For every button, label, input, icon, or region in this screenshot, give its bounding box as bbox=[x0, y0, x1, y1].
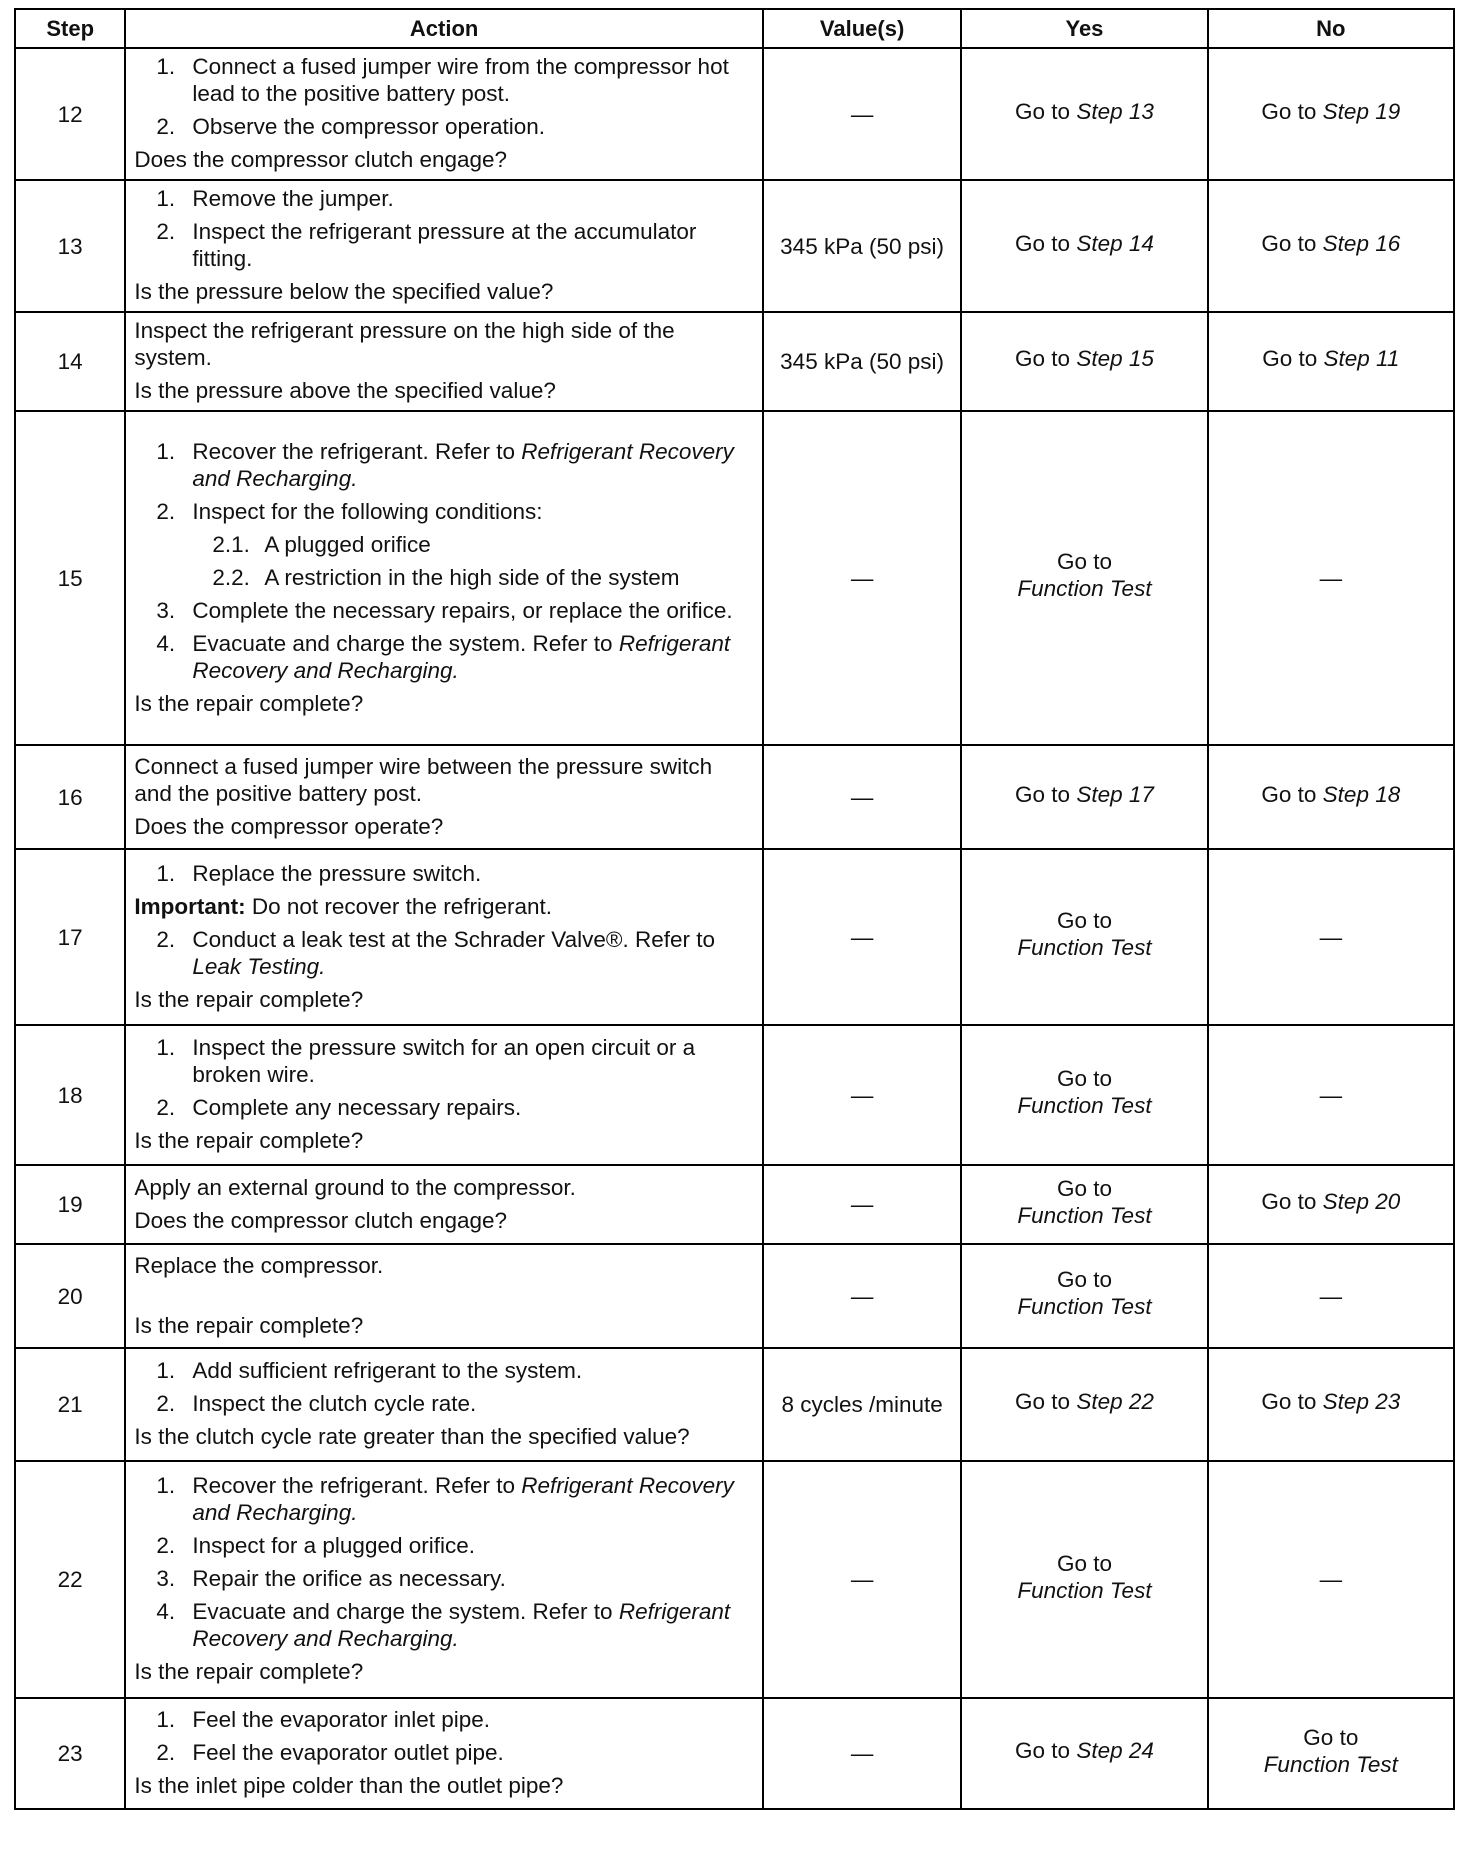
item-number: 2. bbox=[156, 114, 176, 139]
item-number: 2. bbox=[156, 1095, 176, 1120]
item-text: Evacuate and charge the system. Refer to bbox=[192, 630, 613, 656]
question: Is the repair complete? bbox=[134, 1659, 364, 1684]
item-number: 2. bbox=[156, 1740, 176, 1765]
action-cell: 1. Recover the refrigerant. Refer to Refrigerant Recovery and Recharging. 2. Inspect for the following conditions: 2.1. A plugged orifice 2.2. A restriction in the high side of the system 3. Complete the necessary repairs, or replace the orifice. 4. Evacuate and charge the system. Refer to Refrigerant Recovery and Recharging. Is the repair complete? bbox=[125, 411, 763, 745]
action-cell bbox=[125, 312, 763, 411]
action-cell bbox=[125, 1698, 763, 1809]
table-row bbox=[15, 1244, 1454, 1348]
header-no: No bbox=[1208, 9, 1454, 48]
item-text: Evacuate and charge the system. Refer to bbox=[192, 1599, 613, 1624]
action-text: Apply an external ground to the compressor. bbox=[134, 1174, 576, 1200]
question: Is the repair complete? bbox=[134, 1128, 364, 1153]
yes-cell: Go to Step 22 bbox=[961, 1348, 1207, 1461]
table-row bbox=[15, 1165, 1454, 1244]
no-cell: Go to Step 20 bbox=[1208, 1165, 1454, 1244]
subitem-text: A restriction in the high side of the system bbox=[264, 564, 680, 590]
question: Is the repair complete? bbox=[134, 986, 364, 1012]
table-row bbox=[15, 411, 1454, 745]
item-text: Observe the compressor operation. bbox=[192, 114, 546, 139]
item-number: 2. bbox=[156, 1391, 176, 1416]
item-text: Remove the jumper. bbox=[192, 186, 394, 211]
value-cell: — bbox=[763, 1698, 961, 1809]
no-cell: Go to Step 11 bbox=[1208, 312, 1454, 411]
question: Does the compressor operate? bbox=[134, 813, 444, 839]
question: Is the clutch cycle rate greater than the specified value? bbox=[134, 1424, 690, 1449]
value-cell: — bbox=[763, 745, 961, 849]
yes-cell: Go to Function Test bbox=[961, 1025, 1207, 1165]
table-row bbox=[15, 180, 1454, 312]
action-text: Inspect the refrigerant pressure on the high side of the system. bbox=[134, 318, 675, 370]
action-cell bbox=[125, 180, 763, 312]
table-row bbox=[15, 1348, 1454, 1461]
yes-cell: Go to Function Test bbox=[961, 411, 1207, 745]
action-cell: 1. Recover the refrigerant. Refer to Refrigerant Recovery and Recharging. 2. Inspect for a plugged orifice. 3. Repair the orifice as necessary. 4. Evacuate and charge the system. Refer to Refrigerant Recovery and Recharging. Is the repair complete? bbox=[125, 1461, 763, 1698]
yes-cell: Go to Step 24 bbox=[961, 1698, 1207, 1809]
item-text: Inspect the refrigerant pressure at the accumulator fitting. bbox=[192, 219, 697, 271]
table-row bbox=[15, 1461, 1454, 1698]
action-cell: 1. Replace the pressure switch. Important: Do not recover the refrigerant. 2. Conduct a leak test at the Schrader Valve®. Refer to Leak Testing. Is the repair complete? bbox=[125, 849, 763, 1025]
action-cell bbox=[125, 1348, 763, 1461]
step-number: 19 bbox=[15, 1165, 125, 1244]
question: Is the repair complete? bbox=[134, 1312, 364, 1338]
question: Is the repair complete? bbox=[134, 690, 364, 716]
diagnostic-table bbox=[14, 8, 1455, 1810]
yes-cell: Go to Function Test bbox=[961, 1165, 1207, 1244]
question: Does the compressor clutch engage? bbox=[134, 1207, 508, 1233]
value-cell: 8 cycles /minute bbox=[763, 1348, 961, 1461]
step-number: 20 bbox=[15, 1244, 125, 1348]
table-row bbox=[15, 48, 1454, 180]
item-text: Complete the necessary repairs, or replace the orifice. bbox=[192, 597, 733, 623]
action-cell bbox=[125, 1165, 763, 1244]
item-number: 1. bbox=[156, 1035, 176, 1060]
header-value: Value(s) bbox=[763, 9, 961, 48]
action-cell bbox=[125, 1244, 763, 1348]
table-row bbox=[15, 745, 1454, 849]
step-number: 13 bbox=[15, 180, 125, 312]
item-text: Inspect the pressure switch for an open circuit or a broken wire. bbox=[192, 1035, 696, 1087]
value-cell: — bbox=[763, 1461, 961, 1698]
value-cell: — bbox=[763, 1244, 961, 1348]
step-number: 22 bbox=[15, 1461, 125, 1698]
action-text: Connect a fused jumper wire between the pressure switch and the positive battery post. bbox=[134, 753, 713, 806]
reference-link: Refrigerant Recovery and Recharging. bbox=[192, 438, 734, 491]
no-cell: Go to Function Test bbox=[1208, 1698, 1454, 1809]
yes-cell: Go to Step 13 bbox=[961, 48, 1207, 180]
item-number: 1. bbox=[156, 1358, 176, 1383]
item-text: Feel the evaporator outlet pipe. bbox=[192, 1740, 504, 1765]
yes-cell: Go to Step 17 bbox=[961, 745, 1207, 849]
no-cell: Go to Step 23 bbox=[1208, 1348, 1454, 1461]
value-cell: — bbox=[763, 48, 961, 180]
no-cell: — bbox=[1208, 849, 1454, 1025]
action-text: Replace the compressor. bbox=[134, 1252, 384, 1278]
yes-cell: Go to Step 14 bbox=[961, 180, 1207, 312]
item-text: Recover the refrigerant. Refer to bbox=[192, 438, 515, 464]
item-text: Inspect the clutch cycle rate. bbox=[192, 1391, 477, 1416]
step-number: 12 bbox=[15, 48, 125, 180]
step-number: 17 bbox=[15, 849, 125, 1025]
no-cell: — bbox=[1208, 411, 1454, 745]
item-number: 1. bbox=[156, 1707, 176, 1732]
step-number: 21 bbox=[15, 1348, 125, 1461]
table-row bbox=[15, 1025, 1454, 1165]
reference-link: Refrigerant Recovery and Recharging. bbox=[192, 630, 731, 683]
item-text: Connect a fused jumper wire from the compressor hot lead to the positive battery post. bbox=[192, 54, 729, 106]
item-text: Feel the evaporator inlet pipe. bbox=[192, 1707, 491, 1732]
table-row bbox=[15, 1698, 1454, 1809]
question: Is the pressure below the specified value? bbox=[134, 279, 554, 304]
yes-cell: Go to Function Test bbox=[961, 849, 1207, 1025]
item-number: 1. bbox=[156, 54, 176, 79]
yes-cell: Go to Step 15 bbox=[961, 312, 1207, 411]
header-step: Step bbox=[15, 9, 125, 48]
no-cell: Go to Step 19 bbox=[1208, 48, 1454, 180]
item-text: Add sufficient refrigerant to the system. bbox=[192, 1358, 583, 1383]
item-text: Recover the refrigerant. Refer to bbox=[192, 1473, 515, 1498]
reference-link: Refrigerant Recovery and Recharging. bbox=[192, 1473, 734, 1525]
yes-cell: Go to Function Test bbox=[961, 1461, 1207, 1698]
step-number: 23 bbox=[15, 1698, 125, 1809]
value-cell: — bbox=[763, 411, 961, 745]
subitem-text: A plugged orifice bbox=[264, 531, 431, 557]
item-text: Inspect for a plugged orifice. bbox=[192, 1533, 476, 1558]
header-yes: Yes bbox=[961, 9, 1207, 48]
question: Does the compressor clutch engage? bbox=[134, 147, 508, 172]
important-text: Do not recover the refrigerant. bbox=[251, 893, 553, 919]
item-text: Inspect for the following conditions: bbox=[192, 498, 543, 524]
value-cell: — bbox=[763, 1165, 961, 1244]
question: Is the inlet pipe colder than the outlet pipe? bbox=[134, 1773, 564, 1798]
value-cell: — bbox=[763, 1025, 961, 1165]
item-text: Replace the pressure switch. bbox=[192, 860, 482, 886]
no-cell: — bbox=[1208, 1025, 1454, 1165]
no-cell: Go to Step 18 bbox=[1208, 745, 1454, 849]
item-number: 2. bbox=[156, 219, 176, 244]
header-row bbox=[15, 9, 1454, 48]
action-cell bbox=[125, 1025, 763, 1165]
item-text: Repair the orifice as necessary. bbox=[192, 1566, 506, 1591]
action-cell bbox=[125, 48, 763, 180]
item-number: 1. bbox=[156, 186, 176, 211]
step-number: 18 bbox=[15, 1025, 125, 1165]
question: Is the pressure above the specified value? bbox=[134, 378, 556, 403]
value-cell: — bbox=[763, 849, 961, 1025]
item-text: Conduct a leak test at the Schrader Valve®. Refer to bbox=[192, 926, 716, 952]
no-cell: — bbox=[1208, 1461, 1454, 1698]
item-text: Complete any necessary repairs. bbox=[192, 1095, 522, 1120]
table-row bbox=[15, 849, 1454, 1025]
header-action: Action bbox=[125, 9, 763, 48]
step-number: 16 bbox=[15, 745, 125, 849]
no-cell: — bbox=[1208, 1244, 1454, 1348]
step-number: 14 bbox=[15, 312, 125, 411]
no-cell: Go to Step 16 bbox=[1208, 180, 1454, 312]
reference-link: Leak Testing. bbox=[192, 953, 326, 979]
step-number: 15 bbox=[15, 411, 125, 745]
yes-cell: Go to Function Test bbox=[961, 1244, 1207, 1348]
table-row bbox=[15, 312, 1454, 411]
important-label: Important: bbox=[134, 893, 246, 919]
action-cell bbox=[125, 745, 763, 849]
reference-link: Refrigerant Recovery and Recharging. bbox=[192, 1599, 731, 1651]
value-cell: 345 kPa (50 psi) bbox=[763, 180, 961, 312]
value-cell: 345 kPa (50 psi) bbox=[763, 312, 961, 411]
